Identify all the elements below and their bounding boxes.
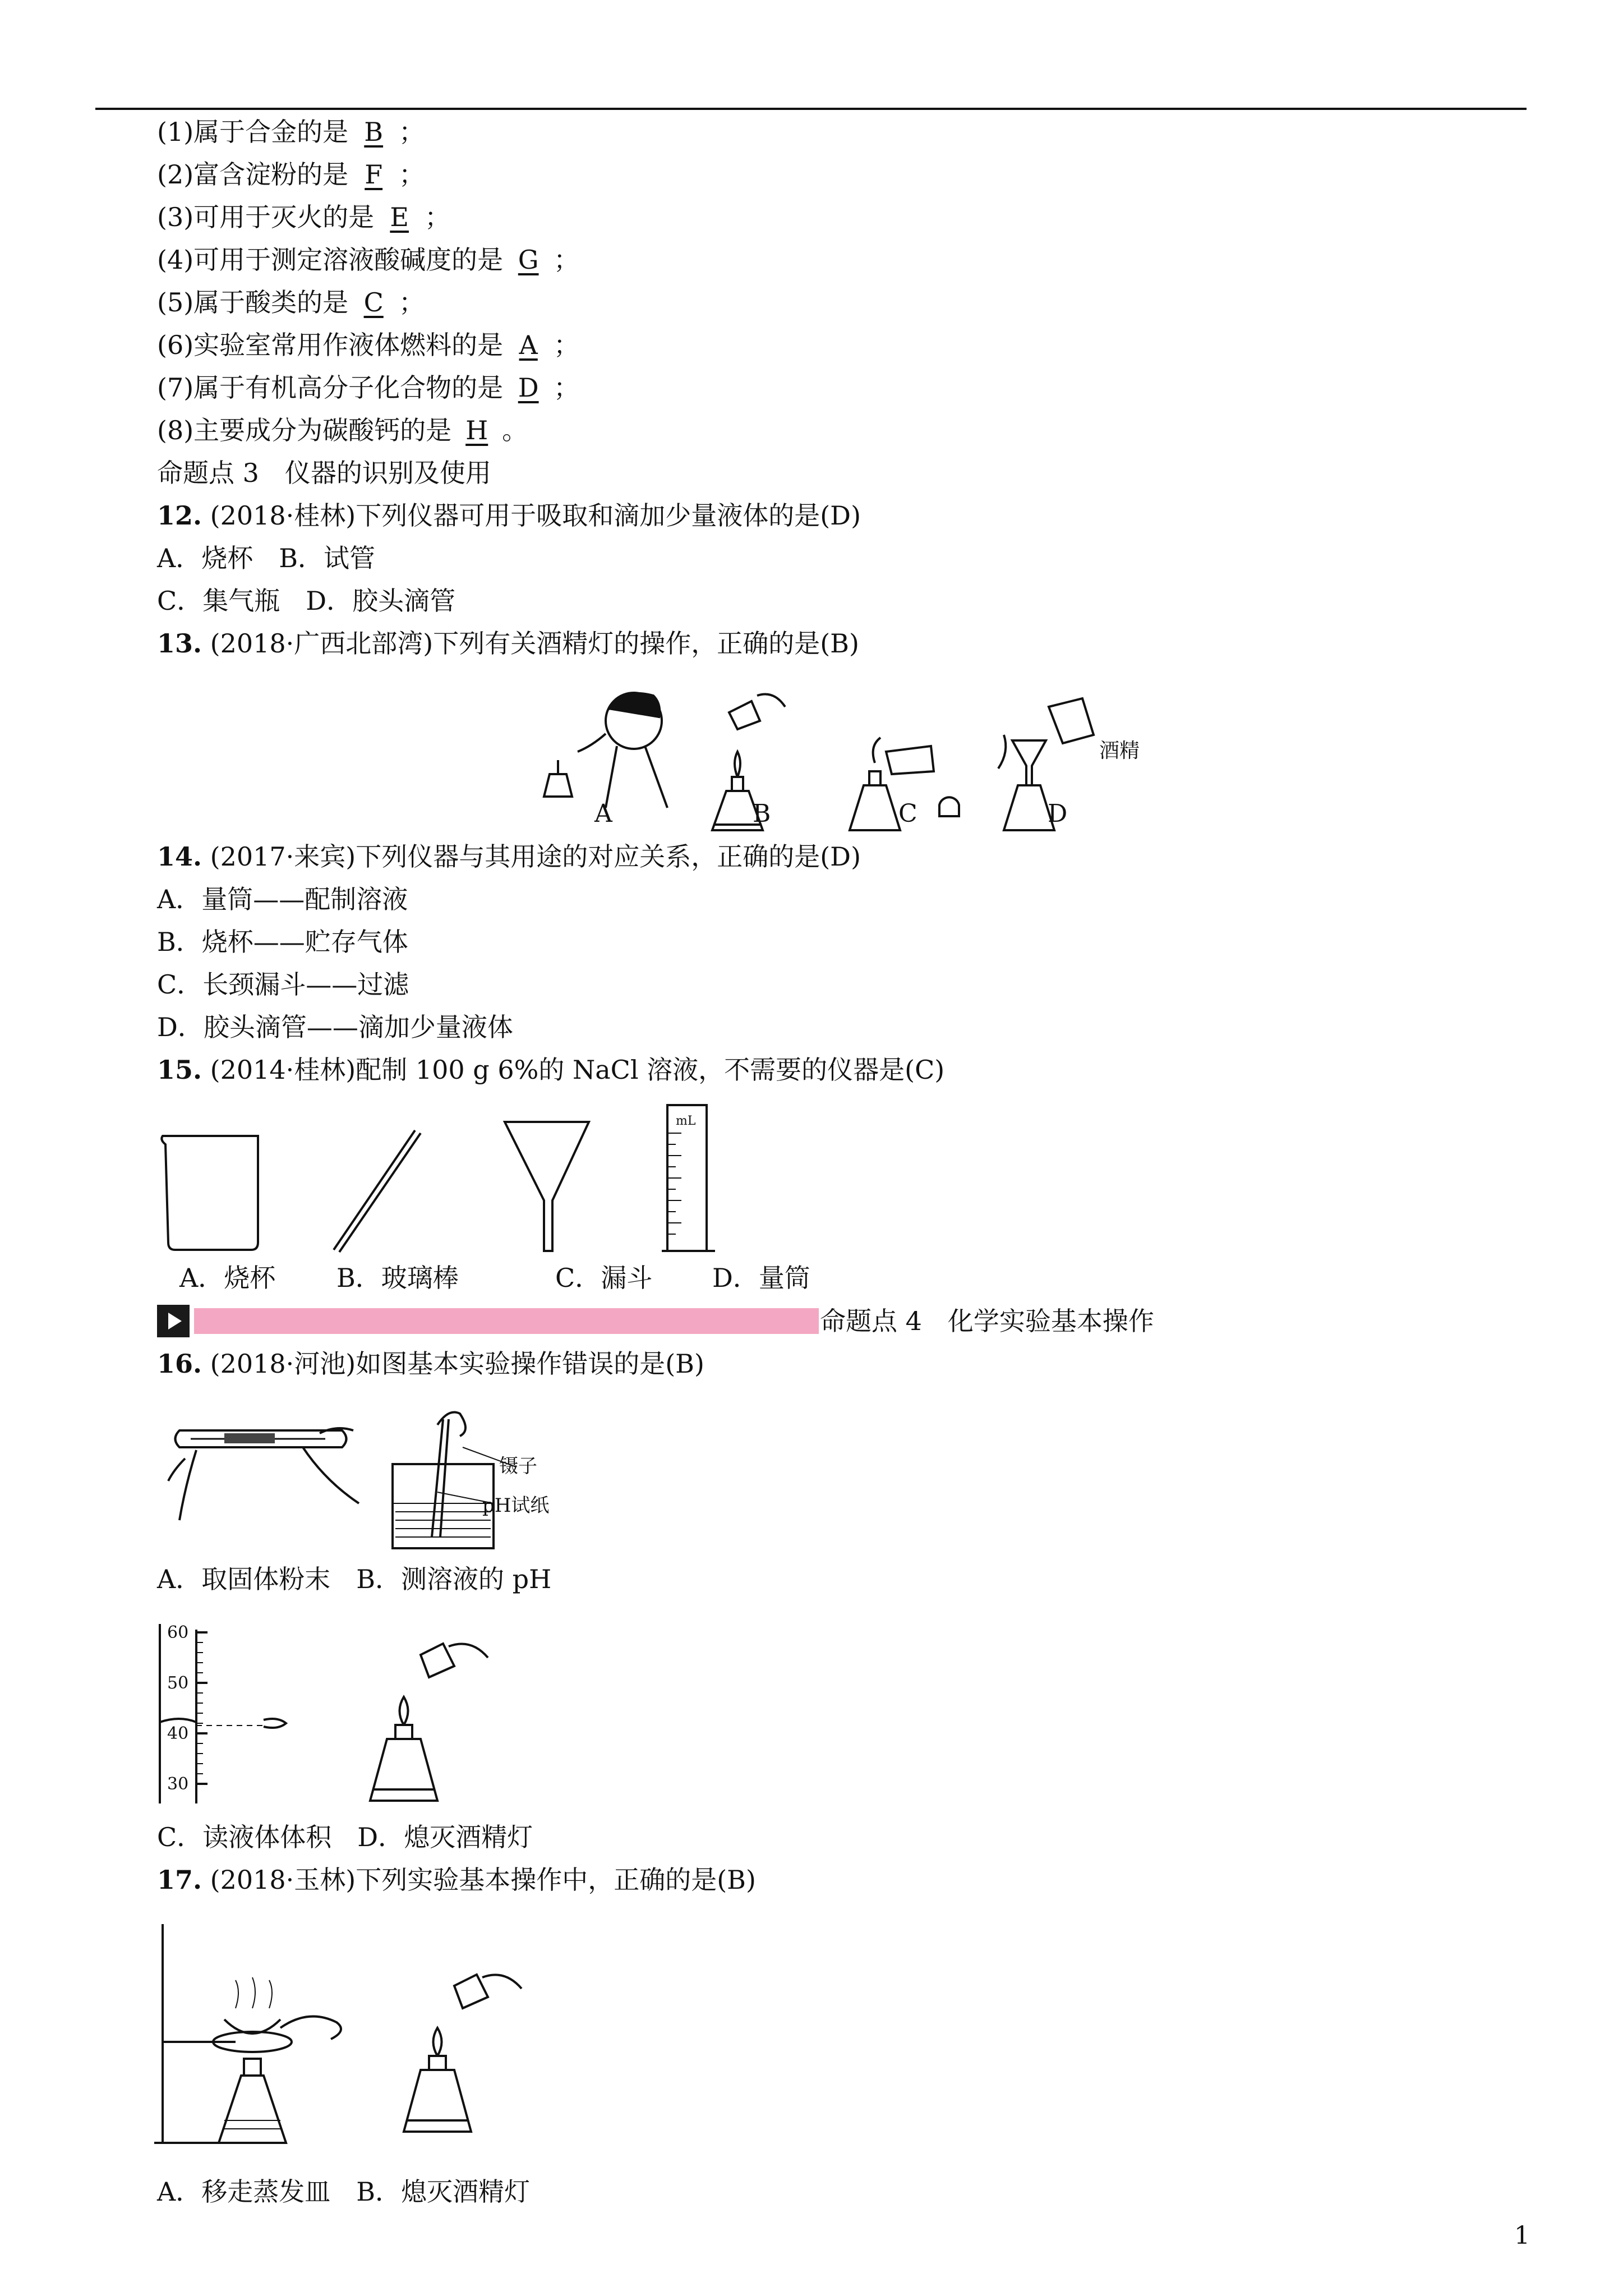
cylinder-unit-label: mL <box>676 1114 696 1128</box>
answer-blank: F <box>365 159 383 190</box>
play-icon <box>157 1305 190 1337</box>
punctuation: ； <box>554 372 580 403</box>
q14-option-c: C．长颈漏斗——过滤 <box>157 969 409 1000</box>
figure-label-d: D <box>1048 799 1068 828</box>
question-16 <box>157 1347 704 1381</box>
q17-options-ab: A．移走蒸发皿 B．熄灭酒精灯 <box>157 2177 531 2207</box>
question-stem: (2018·广西北部湾)下列有关酒精灯的操作，正确的是(B) <box>210 628 859 659</box>
answer-blank: G <box>518 245 539 275</box>
answer-line-1 <box>157 115 425 149</box>
question-number: 13. <box>157 628 202 659</box>
figure-label-tweezers: 镊子 <box>499 1455 537 1478</box>
question-text: (3)可用于灭火的是 <box>157 202 375 232</box>
question-15 <box>157 1053 944 1087</box>
answer-line-4 <box>157 243 579 277</box>
iron-stand-evaporating-dish-illustration <box>154 1924 341 2143</box>
question-number: 16. <box>157 1349 202 1379</box>
question-number: 15. <box>157 1055 202 1085</box>
q16-options-ab: A．取固体粉末 B．测溶液的 pH <box>157 1564 552 1594</box>
q14-option-d: D．胶头滴管——滴加少量液体 <box>157 1012 513 1042</box>
q13-figure <box>538 668 1155 847</box>
scale-label-30: 30 <box>167 1774 189 1794</box>
page-number: 1 <box>1514 2221 1530 2250</box>
question-13 <box>157 627 859 660</box>
beaker-ph-paper-illustration <box>393 1412 516 1549</box>
question-number: 12. <box>157 500 202 531</box>
lamp-cap-illustration-3 <box>404 1975 522 2132</box>
q12-options-cd: C．集气瓶 D．胶头滴管 <box>157 586 456 616</box>
answer-blank: H <box>465 415 488 445</box>
answer-line-7 <box>157 371 579 404</box>
question-text: (7)属于有机高分子化合物的是 <box>157 372 504 403</box>
q16-figure-bottom <box>151 1621 544 1812</box>
question-text: (2)富含淀粉的是 <box>157 159 349 190</box>
answer-line-6 <box>157 328 579 362</box>
q15-option-b: B．玻璃棒 <box>336 1263 459 1293</box>
scale-label-50: 50 <box>167 1673 189 1693</box>
answer-blank: C <box>363 287 384 318</box>
punctuation: ； <box>554 245 580 275</box>
header-rule <box>95 108 1527 110</box>
beaker-illustration <box>162 1136 258 1250</box>
punctuation: ； <box>399 287 425 318</box>
q14-option-b: B．烧杯——贮存气体 <box>157 927 408 957</box>
section-banner <box>157 1305 819 1337</box>
graduated-cylinder-illustration <box>662 1105 715 1251</box>
q15-option-c: C．漏斗 <box>555 1263 653 1293</box>
funnel-illustration <box>505 1122 589 1251</box>
answer-line-8 <box>157 413 528 447</box>
section-heading-3: 命题点 3 仪器的识别及使用 <box>157 458 491 488</box>
question-text: (4)可用于测定溶液酸碱度的是 <box>157 245 504 275</box>
figure-label-b: B <box>753 799 771 828</box>
question-17 <box>157 1863 756 1897</box>
question-14 <box>157 840 861 873</box>
question-text: (1)属于合金的是 <box>157 117 349 147</box>
answer-blank: B <box>364 117 384 147</box>
scale-label-40: 40 <box>167 1724 189 1743</box>
scale-label-60: 60 <box>167 1623 189 1642</box>
q15-option-a: A．烧杯 <box>179 1263 276 1293</box>
punctuation: ； <box>554 330 580 360</box>
funnel-adding-alcohol-illustration <box>998 698 1094 830</box>
figure-label-alcohol: 酒精 <box>1099 739 1140 762</box>
answer-blank: D <box>518 372 539 403</box>
glass-rod-illustration <box>334 1130 421 1252</box>
figure-label-c: C <box>898 799 917 828</box>
graduated-scale-illustration <box>160 1623 286 1803</box>
punctuation: ； <box>425 202 451 232</box>
lamp-cap-illustration-2 <box>370 1644 488 1801</box>
question-stem: (2018·玉林)下列实验基本操作中，正确的是(B) <box>210 1865 756 1895</box>
question-stem: (2014·桂林)配制 100 g 6%的 NaCl 溶液，不需要的仪器是(C) <box>210 1055 945 1085</box>
answer-blank: E <box>390 202 409 232</box>
answer-line-5 <box>157 286 425 319</box>
q12-options-ab: A．烧杯 B．试管 <box>157 543 376 573</box>
question-text: (5)属于酸类的是 <box>157 287 349 318</box>
figure-label-a: A <box>594 799 612 828</box>
punctuation: ； <box>399 159 425 190</box>
q17-figure <box>151 1918 544 2154</box>
q15-option-d: D．量筒 <box>712 1263 810 1293</box>
banner-bar <box>194 1308 819 1334</box>
q15-figure <box>157 1099 774 1268</box>
question-text: (8)主要成分为碳酸钙的是 <box>157 415 452 445</box>
question-stem: (2017·来宾)下列仪器与其用途的对应关系，正确的是(D) <box>210 841 861 872</box>
q14-option-a: A．量筒——配制溶液 <box>157 884 408 914</box>
question-12 <box>157 499 861 532</box>
question-stem: (2018·河池)如图基本实验操作错误的是(B) <box>210 1349 704 1379</box>
answer-blank: A <box>519 330 538 360</box>
q16-options-cd: C．读液体体积 D．熄灭酒精灯 <box>157 1822 533 1852</box>
lamp-cap-illustration <box>712 694 785 831</box>
question-text: (6)实验室常用作液体燃料的是 <box>157 330 504 360</box>
section-heading-4: 命题点 4 化学实验基本操作 <box>820 1306 1154 1336</box>
q16-figure-top <box>157 1397 662 1554</box>
question-number: 14. <box>157 841 202 872</box>
answer-line-2 <box>157 158 425 191</box>
question-stem: (2018·桂林)下列仪器可用于吸取和滴加少量液体的是(D) <box>210 500 861 531</box>
punctuation: ； <box>399 117 425 147</box>
figure-label-ph-paper: pH试纸 <box>482 1494 550 1517</box>
boy-blowing-lamp-illustration <box>544 693 667 808</box>
test-tube-powder-illustration <box>168 1428 359 1520</box>
question-number: 17. <box>157 1865 202 1895</box>
punctuation: 。 <box>502 415 528 445</box>
answer-line-3 <box>157 200 450 234</box>
